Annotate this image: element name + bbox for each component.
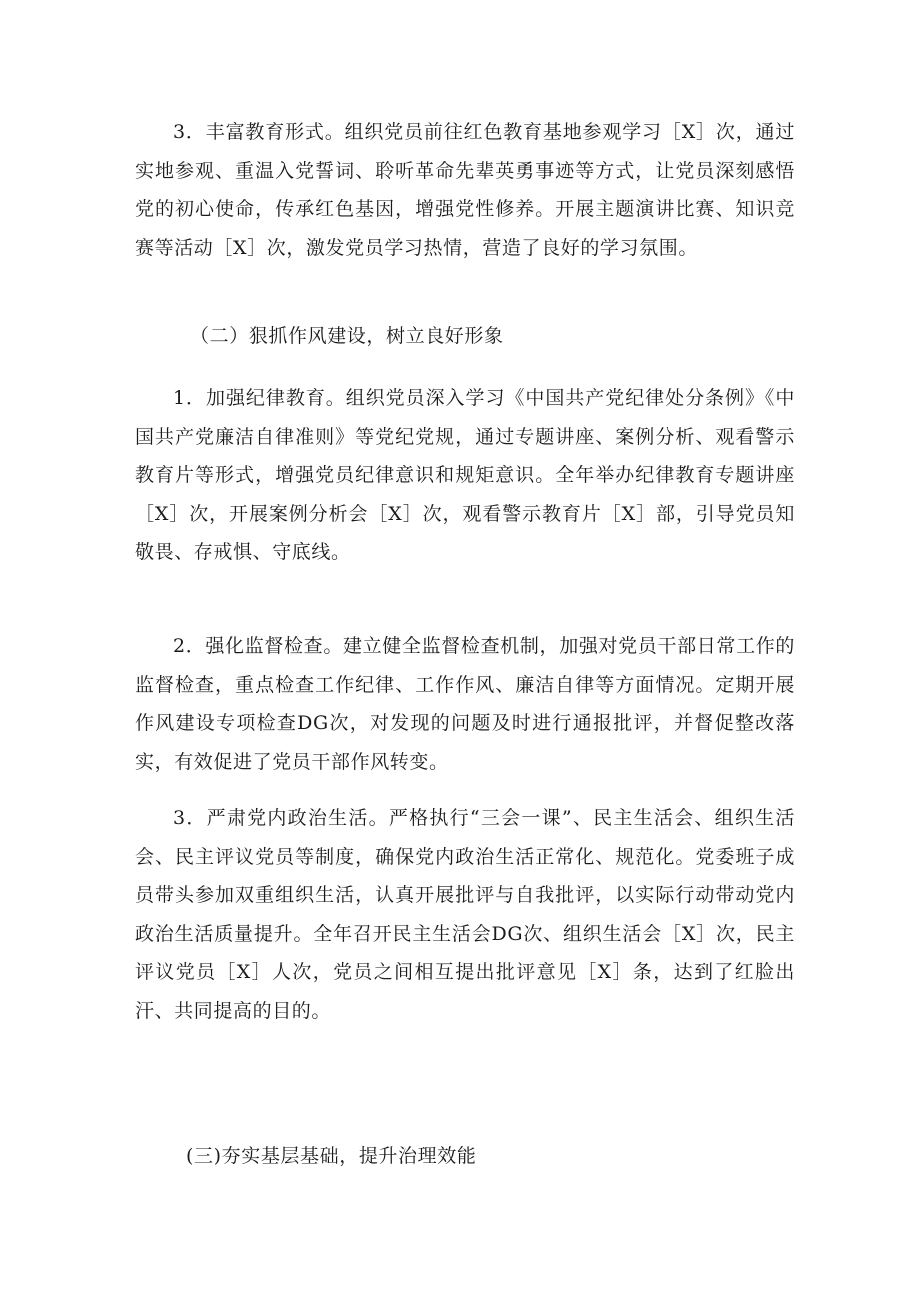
paragraph-enrich-education-forms: 3．丰富教育形式。组织党员前往红色教育基地参观学习［X］次，通过实地参观、重温入党誓词、聆听革命先辈英勇事迹等方式，让党员深刻感悟党的初心使命，传承红色基因，增强党性修养。开展主题演讲比赛、知识竞赛等活动［X］次，激发党员学习热情，营造了良好的学习氛围。	[135, 121, 795, 259]
paragraph-party-political-life: 3．严肃党内政治生活。严格执行“三会一课”、民主生活会、组织生活会、民主评议党员等制度，确保党内政治生活正常化、规范化。党委班子成员带头参加双重组织生活，认真开展批评与自我批评，以实际行动带动党内政治生活质量提升。全年召开民主生活会DG次、组织生活会［X］次，民主评议党员［X］人次，党员之间相互提出批评意见［X］条，达到了红脸出汗、共同提高的目的。	[135, 807, 795, 1022]
section-heading-style-building: （二）狠抓作风建设，树立良好形象	[190, 325, 504, 347]
paragraph-supervision-inspection: 2．强化监督检查。建立健全监督检查机制，加强对党员干部日常工作的监督检查，重点检查工作纪律、工作作风、廉洁自律等方面情况。定期开展作风建设专项检查DG次，对发现的问题及时进行通报批评，并督促整改落实，有效促进了党员干部作风转变。	[135, 635, 795, 773]
paragraph-discipline-education: 1．加强纪律教育。组织党员深入学习《中国共产党纪律处分条例》《中国共产党廉洁自律准则》等党纪党规，通过专题讲座、案例分析、观看警示教育片等形式，增强党员纪律意识和规矩意识。全年举办纪律教育专题讲座［X］次，开展案例分析会［X］次，观看警示教育片［X］部，引导党员知敬畏、存戒惧、守底线。	[135, 387, 795, 563]
section-heading-grassroots: (三)夯实基层基础，提升治理效能	[186, 1145, 477, 1167]
